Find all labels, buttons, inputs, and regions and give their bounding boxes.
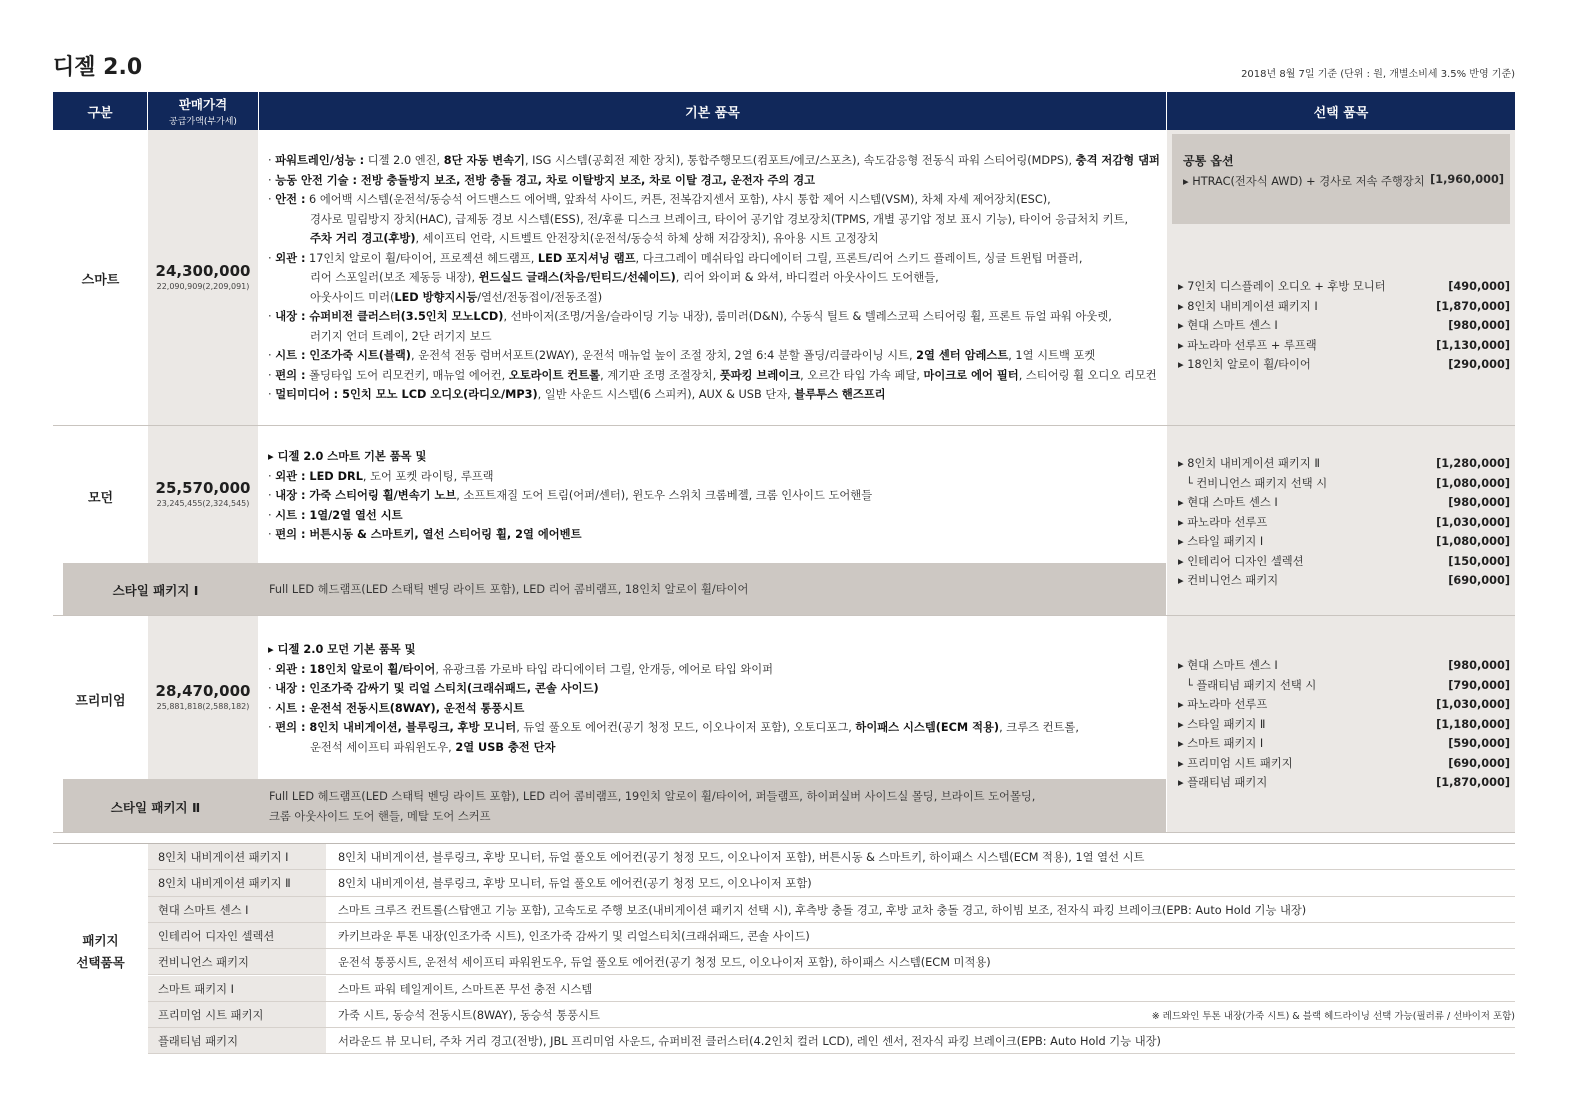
package-label-line2: 선택품목 <box>76 955 125 970</box>
package-name: 컨비니언스 패키지 <box>148 949 326 975</box>
option-item <box>1178 715 1510 735</box>
style-package-2-bar <box>63 779 1166 832</box>
option-price: [980,000] <box>1448 319 1510 332</box>
basic-item-line: · 내장 : 가죽 스티어링 휠/변속기 노브, 소프트재질 도어 트림(어퍼/센터), 윈도우 스위치 크롬베젤, 크롬 인사이드 도어핸들 <box>268 489 873 502</box>
option-item <box>1178 454 1510 474</box>
basic-item-line: · 안전 : 6 에어백 시스템(운전석/동승석 어드밴스드 에어백, 앞좌석 사이드, 커튼, 전복감지센서 포함), 샤시 통합 제어 시스템(VSM), 차체 자세 제어장치(ESC), <box>268 193 1051 206</box>
package-name: 8인치 내비게이션 패키지 Ⅰ <box>148 844 326 870</box>
header-options-label: 선택 품목 <box>1313 105 1369 121</box>
basic-item-line: 주차 거리 경고(후방), 세이프티 언락, 시트벨트 안전장치(운전석/동승석 하체 상해 저감장치), 유아용 시트 고정장치 <box>310 232 879 245</box>
style-package-1-bar <box>63 563 1166 615</box>
package-row <box>148 1002 1515 1028</box>
trim-smart-price-sub: 22,090,909(2,209,091) <box>156 282 250 291</box>
option-item <box>1178 773 1510 793</box>
option-name: ▸ 파노라마 선루프 + 루프랙 <box>1178 338 1317 352</box>
package-label-line1: 패키지 <box>82 933 119 948</box>
basic-item-line: 아웃사이드 미러(LED 방향지시등/열선/전동접이/전동조절) <box>310 290 603 304</box>
option-item <box>1178 297 1510 317</box>
basic-item-line: 경사로 밀림방지 장치(HAC), 급제동 경보 시스템(ESS), 전/후륜 디스크 브레이크, 타이어 공기압 경보장치(TPMS, 개별 공기압 정보 표시 기능), 타이어 응급처치 키트, <box>310 212 1129 226</box>
package-name: 인테리어 디자인 셀렉션 <box>148 923 326 949</box>
basic-item-line: 러기지 언더 트레이, 2단 러기지 보드 <box>310 329 492 343</box>
basic-item-line: · 편의 : 버튼시동 & 스마트키, 열선 스티어링 휠, 2열 에어벤트 <box>268 528 582 541</box>
option-name: ▸ 8인치 내비게이션 패키지 Ⅱ <box>1178 457 1320 470</box>
price-basis-note: 2018년 8월 7일 기준 (단위 : 원, 개별소비세 3.5% 반영 기준) <box>1241 69 1515 80</box>
option-name: ▸ 현대 스마트 센스 Ⅰ <box>1178 319 1278 332</box>
option-item <box>1178 355 1510 375</box>
trim-smart-name: 스마트 <box>81 273 120 288</box>
package-row <box>148 949 1515 975</box>
option-price: [980,000] <box>1448 496 1510 509</box>
basic-item-line: ▸ 디젤 2.0 모던 기본 품목 및 <box>268 643 416 656</box>
option-name: ▸ 현대 스마트 센스 Ⅰ <box>1178 496 1278 509</box>
trim-smart-price-box <box>148 262 258 291</box>
trim-modern-options <box>1178 454 1510 591</box>
section-divider <box>53 615 1515 616</box>
option-price: [490,000] <box>1448 280 1510 293</box>
option-name: ▸ 파노라마 선루프 <box>1178 698 1268 711</box>
style-package-1-desc <box>269 580 748 600</box>
option-name: ▸ 8인치 내비게이션 패키지 Ⅰ <box>1178 299 1318 313</box>
common-options-title: 공통 옵션 <box>1183 154 1234 168</box>
package-desc: 8인치 내비게이션, 블루링크, 후방 모니터, 듀얼 풀오토 에어컨(공기 청정 모드, 이오나이저 포함) <box>338 877 812 891</box>
option-item <box>1178 676 1510 696</box>
option-item <box>1178 656 1510 676</box>
option-item <box>1178 571 1510 591</box>
basic-item-line: · 외관 : 17인치 알로이 휠/타이어, 프로젝션 헤드램프, LED 포지셔닝 램프, 다크그레이 메쉬타입 라디에이터 그릴, 프론트/리어 스키드 플레이트, 싱글 트윈팁 머플러, <box>268 251 1083 265</box>
package-desc: 가죽 시트, 동승석 전동시트(8WAY), 동승석 통풍시트 <box>338 1008 600 1022</box>
package-row <box>148 844 1515 870</box>
package-section-label <box>53 930 148 974</box>
style-package-1-name: 스타일 패키지 Ⅰ <box>112 583 199 598</box>
trim-premium-price-box <box>148 682 258 711</box>
option-price: [590,000] <box>1448 737 1510 750</box>
section-divider <box>53 832 1515 833</box>
trim-modern-price: 25,570,000 <box>155 479 251 497</box>
option-name: ▸ 컨비니언스 패키지 <box>1178 574 1279 587</box>
option-item <box>1178 316 1510 336</box>
trim-smart-basic-items <box>268 151 1160 405</box>
basic-item-line: · 편의 : 8인치 내비게이션, 블루링크, 후방 모니터, 듀얼 풀오토 에어컨(공기 청정 모드, 이오나이저 포함), 오토디포그, 하이패스 시스템(ECM 적용), 크루즈 컨트롤, <box>268 721 1079 734</box>
option-price: [1,030,000] <box>1436 515 1510 529</box>
option-price: [690,000] <box>1448 756 1510 770</box>
basic-item-line: 운전석 세이프티 파워윈도우, 2열 USB 충전 단자 <box>310 740 556 754</box>
option-price: [1,030,000] <box>1436 698 1510 711</box>
trim-modern-price-sub: 23,245,455(2,324,545) <box>156 499 250 508</box>
option-price: [1,080,000] <box>1436 476 1510 490</box>
basic-item-line: · 멀티미디어 : 5인치 모노 LCD 오디오(라디오/MP3), 일반 사운드 시스템(6 스피커), AUX & USB 단자, 블루투스 핸즈프리 <box>268 388 886 401</box>
option-item <box>1178 695 1510 715</box>
basic-item-line: 리어 스포일러(보조 제동등 내장), 윈드실드 글래스(차음/틴티드/선쉐이드), 리어 와이퍼 & 와셔, 바디컬러 아웃사이드 도어핸들, <box>310 271 939 284</box>
option-item <box>1178 513 1510 533</box>
trim-modern-price-box <box>148 479 258 508</box>
header-basic-label: 기본 품목 <box>685 105 740 121</box>
option-price: [1,080,000] <box>1436 535 1510 548</box>
style-package-desc-line: 크롬 아웃사이드 도어 핸들, 메탈 도어 스커프 <box>269 809 491 823</box>
package-desc: 스마트 크루즈 컨트롤(스탑앤고 기능 포함), 고속도로 주행 보조(내비게이션 패키지 선택 시), 후측방 충돌 경고, 후방 교차 충돌 경고, 하이빔 보조, 전자식 파킹 브레이크(EPB: Auto Hold 기능 내장) <box>338 903 1307 917</box>
trim-premium-basic-items <box>268 640 1079 757</box>
option-price: [1,130,000] <box>1436 338 1510 352</box>
package-name: 프리미엄 시트 패키지 <box>148 1002 326 1028</box>
trim-premium-price-sub: 25,881,818(2,588,182) <box>156 702 250 711</box>
package-name: 8인치 내비게이션 패키지 Ⅱ <box>148 870 326 896</box>
option-name: ▸ 18인치 알로이 휠/타이어 <box>1178 358 1311 371</box>
header-options <box>1167 92 1515 130</box>
style-package-desc-line: Full LED 헤드램프(LED 스태틱 벤딩 라이트 포함), LED 리어 콤비램프, 19인치 알로이 휠/타이어, 퍼들램프, 하이퍼실버 사이드실 몰딩, 브라이트 도어몰딩, <box>269 790 1036 803</box>
package-row-divider <box>148 1053 1515 1054</box>
package-row <box>148 923 1515 949</box>
option-name: ▸ 프리미엄 시트 패키지 <box>1178 756 1293 770</box>
package-note: ※ 레드와인 투톤 내장(가죽 시트) & 블랙 헤드라이닝 선택 가능(필러류 / 선바이저 포함) <box>1151 1010 1515 1022</box>
trim-modern-basic-items <box>268 447 872 545</box>
option-name: └ 플래티넘 패키지 선택 시 <box>1186 678 1317 692</box>
package-row <box>148 976 1515 1002</box>
option-name: ▸ 7인치 디스플레이 오디오 + 후방 모니터 <box>1178 280 1386 293</box>
option-name: ▸ 스마트 패키지 Ⅰ <box>1178 737 1264 750</box>
option-price: [790,000] <box>1448 678 1510 692</box>
option-price: [980,000] <box>1448 659 1510 672</box>
common-options-box <box>1172 134 1510 224</box>
trim-premium-options <box>1178 656 1510 793</box>
package-desc: 8인치 내비게이션, 블루링크, 후방 모니터, 듀얼 풀오토 에어컨(공기 청정 모드, 이오나이저 포함), 버튼시동 & 스마트키, 하이패스 시스템(ECM 적용), 1열 열선 시트 <box>338 851 1145 865</box>
option-name: ▸ 플래티넘 패키지 <box>1178 776 1268 789</box>
basic-item-line: · 내장 : 슈퍼비전 클러스터(3.5인치 모노LCD), 선바이저(조명/거울/슬라이딩 기능 내장), 룸미러(D&N), 수동식 틸트 & 텔레스코픽 스티어링 휠, 프론트 듀얼 파워 아웃렛, <box>268 310 1112 323</box>
option-name: ▸ 스타일 패키지 Ⅰ <box>1178 535 1264 548</box>
option-item <box>1178 336 1510 356</box>
page-title: 디젤 2.0 <box>53 55 143 80</box>
style-package-2-desc <box>269 787 1035 826</box>
package-desc: 서라운드 뷰 모니터, 주차 거리 경고(전방), JBL 프리미엄 사운드, 슈퍼비전 클러스터(4.2인치 컬러 LCD), 레인 센서, 전자식 파킹 브레이크(EPB: Auto Hold 기능 내장) <box>338 1035 1161 1049</box>
option-item <box>1178 552 1510 572</box>
option-price: [1,180,000] <box>1436 717 1510 731</box>
common-option-item <box>1183 173 1504 189</box>
trim-premium-name: 프리미엄 <box>75 694 126 709</box>
option-name: ▸ 파노라마 선루프 <box>1178 515 1268 529</box>
package-row <box>148 897 1515 923</box>
option-name: ▸ 현대 스마트 센스 Ⅰ <box>1178 659 1278 672</box>
header-basic-items <box>259 92 1166 130</box>
header-price-sub: 공급가액(부가세) <box>169 117 237 127</box>
package-name: 스마트 패키지 Ⅰ <box>148 976 326 1002</box>
header-price-label: 판매가격 <box>178 97 228 112</box>
basic-item-line: · 편의 : 폴딩타입 도어 리모컨키, 매뉴얼 에어컨, 오토라이트 컨트롤, 계기판 조명 조절장치, 풋파킹 브레이크, 오르간 타입 가속 페달, 마이크로 에어 필터, 스티어링 휠 오디오 리모컨 <box>268 368 1157 382</box>
package-desc: 카키브라운 투톤 내장(인조가죽 시트), 인조가죽 감싸기 및 리얼스티치(크래쉬패드, 콘솔 사이드) <box>338 930 810 944</box>
option-item <box>1178 734 1510 754</box>
basic-item-line: · 파워트레인/성능 : 디젤 2.0 엔진, 8단 자동 변속기, ISG 시스템(공회전 제한 장치), 통합주행모드(컴포트/에코/스포츠), 속도감응형 전동식 파워 스티어링(MDPS), 충격 저감형 댐퍼 <box>268 154 1160 167</box>
header-category-label: 구분 <box>87 105 113 121</box>
option-price: [1,280,000] <box>1436 457 1510 470</box>
common-option-name: ▸ HTRAC(전자식 AWD) + 경사로 저속 주행장치 <box>1183 175 1425 188</box>
option-name: ▸ 인테리어 디자인 셀렉션 <box>1178 554 1304 568</box>
basic-item-line: · 외관 : LED DRL, 도어 포켓 라이팅, 루프랙 <box>268 469 494 483</box>
option-price: [1,870,000] <box>1436 299 1510 313</box>
trim-modern-name: 모던 <box>87 491 114 506</box>
basic-item-line: · 시트 : 운전석 전동시트(8WAY), 운전석 통풍시트 <box>268 701 525 715</box>
trim-smart-price: 24,300,000 <box>155 262 251 280</box>
option-price: [690,000] <box>1448 574 1510 587</box>
option-name: └ 컨비니언스 패키지 선택 시 <box>1186 476 1328 490</box>
option-item <box>1178 277 1510 297</box>
option-item <box>1178 754 1510 774</box>
basic-item-line: · 내장 : 인조가죽 감싸기 및 리얼 스티치(크래쉬패드, 콘솔 사이드) <box>268 682 599 695</box>
basic-item-line: · 시트 : 1열/2열 열선 시트 <box>268 508 403 522</box>
package-name: 플래티넘 패키지 <box>148 1028 326 1054</box>
package-row <box>148 1028 1515 1054</box>
option-name: ▸ 스타일 패키지 Ⅱ <box>1178 717 1266 731</box>
basic-item-line: · 능동 안전 기술 : 전방 충돌방지 보조, 전방 충돌 경고, 차로 이탈방지 보조, 차로 이탈 경고, 운전자 주의 경고 <box>268 173 816 187</box>
style-package-2-name: 스타일 패키지 Ⅱ <box>110 800 201 815</box>
package-row <box>148 870 1515 896</box>
trim-smart-options <box>1178 277 1510 375</box>
option-item <box>1178 532 1510 552</box>
header-price <box>148 92 258 130</box>
basic-item-line: ▸ 디젤 2.0 스마트 기본 품목 및 <box>268 450 427 463</box>
option-price: [150,000] <box>1448 554 1510 568</box>
option-item <box>1178 474 1510 494</box>
basic-item-line: · 외관 : 18인치 알로이 휠/타이어, 유광크롬 가로바 타입 라디에이터 그릴, 안개등, 에어로 타입 와이퍼 <box>268 662 774 676</box>
trim-premium-price: 28,470,000 <box>155 682 251 700</box>
option-price: [1,870,000] <box>1436 776 1510 789</box>
option-price: [290,000] <box>1448 358 1510 371</box>
section-divider <box>53 425 1515 426</box>
option-item <box>1178 493 1510 513</box>
package-desc: 운전석 통풍시트, 운전석 세이프티 파워윈도우, 듀얼 풀오토 에어컨(공기 청정 모드, 이오나이저 포함), 하이패스 시스템(ECM 미적용) <box>338 956 991 970</box>
header-category <box>53 92 147 130</box>
common-option-price: [1,960,000] <box>1430 173 1504 186</box>
basic-item-line: · 시트 : 인조가죽 시트(블랙), 운전석 전동 럼버서포트(2WAY), 운전석 매뉴얼 높이 조절 장치, 2열 6:4 분할 폴딩/리클라이닝 시트, 2열 센터 암레스트, 1열 시트백 포켓 <box>268 349 1096 362</box>
style-package-desc-line: Full LED 헤드램프(LED 스태틱 벤딩 라이트 포함), LED 리어 콤비램프, 18인치 알로이 휠/타이어 <box>269 583 749 596</box>
package-desc: 스마트 파워 테일게이트, 스마트폰 무선 충전 시스템 <box>338 982 593 996</box>
package-name: 현대 스마트 센스 Ⅰ <box>148 897 326 923</box>
